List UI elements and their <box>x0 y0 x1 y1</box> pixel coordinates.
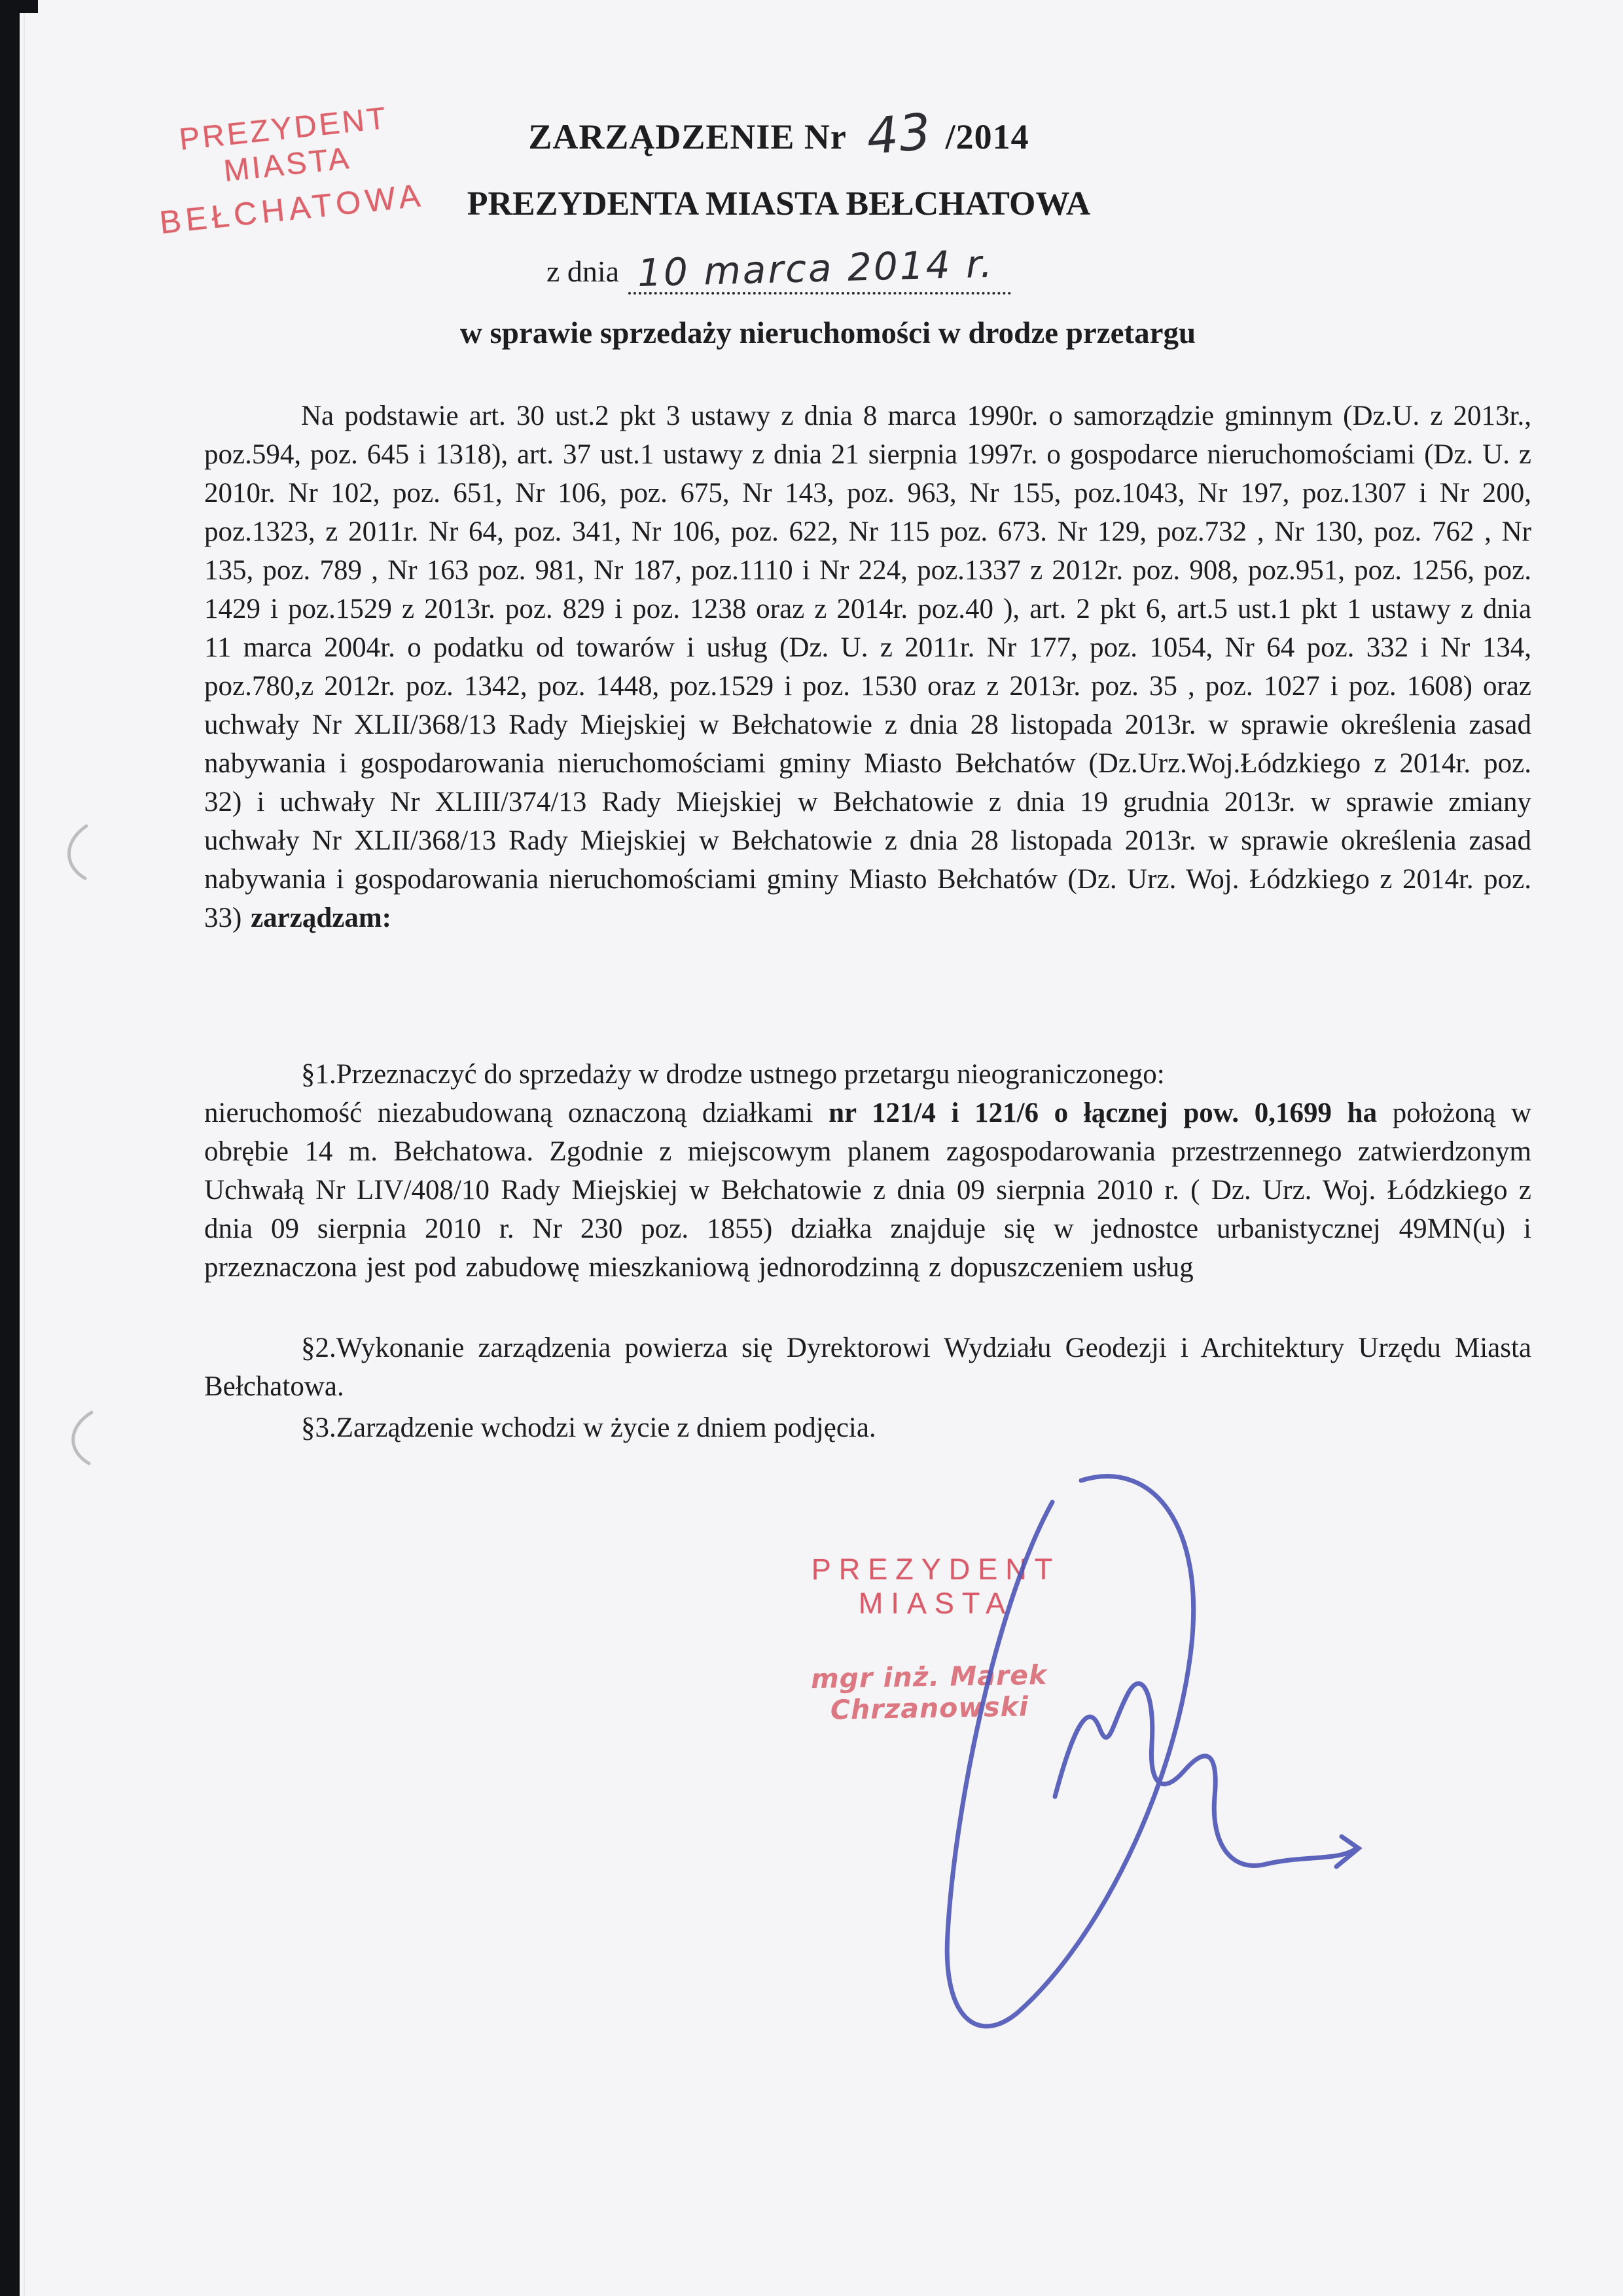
date-dotted-line <box>628 241 1011 296</box>
section-1-post: położoną w obrębie 14 m. Bełchatowa. Zgodnie z miejscowym planem zagospodarowania przestrzennego zatwierdzonym Uchwałą Nr LIV/408/10 Rady Miejskiej w Bełchatowie z dnia 09 sierpnia 2010 r. ( Dz. Urz. Woj. Łódzkiego z dnia 09 sierpnia 2010 r. Nr 230 poz. 1855) działka znajduje się w jednostce urbanistycznej 49MN(u) i przeznaczona jest pod zabudowę mieszkaniową jednorodzinną z dopuszczeniem usług <box>204 1098 1531 1283</box>
date-value-handwritten: 10 marca 2014 r. <box>637 241 995 296</box>
signature-stamp-name: mgr inż. Marek Chrzanowski <box>810 1659 1048 1726</box>
legal-basis-paragraph <box>204 397 1531 937</box>
office-stamp-line-2: BEŁCHATOWA <box>158 177 427 241</box>
section-3-paragraph: §3.Zarządzenie wchodzi w życie z dniem podjęcia. <box>301 1412 876 1443</box>
document-subject: w sprawie sprzedaży nieruchomości w drodze przetargu <box>459 316 1196 350</box>
title-suffix: /2014 <box>945 117 1029 156</box>
section-1-intro: §1.Przeznaczyć do sprzedaży w drodze ustnego przetargu nieograniczonego: <box>301 1059 1165 1090</box>
office-stamp-line-1: PREZYDENT MIASTA <box>177 99 390 188</box>
ordering-word: zarządzam: <box>251 903 391 933</box>
section-1-paragraph <box>204 1094 1531 1287</box>
paper-edge-shadow <box>24 0 25 2296</box>
pencil-marks <box>69 826 92 1463</box>
parcel-numbers-bold: nr 121/4 i 121/6 o łącznej pow. 0,1699 ha <box>829 1098 1378 1128</box>
date-label: z dnia <box>546 255 620 288</box>
scan-edge-strip <box>0 0 20 2296</box>
title-number-handwritten: 43 <box>864 101 934 166</box>
scan-corner-mark <box>0 0 38 13</box>
section-1-pre: nieruchomość niezabudowaną oznaczoną działkami <box>204 1098 829 1128</box>
pencil-mark-1 <box>69 826 86 878</box>
legal-basis-text: Na podstawie art. 30 ust.2 pkt 3 ustawy z dnia 8 marca 1990r. o samorządzie gminnym (Dz.U. z 2013r., poz.594, poz. 645 i 1318), art. 37 ust.1 ustawy z dnia 21 sierpnia 1997r. o gospodarce nieruchomościami (Dz. U. z 2010r. Nr 102, poz. 651, Nr 106, poz. 675, Nr 143, poz. 963, Nr 155, poz.1043, Nr 197, poz.1307 i Nr 200, poz.1323, z 2011r. Nr 64, poz. 341, Nr 106, poz. 622, Nr 115 poz. 673. Nr 129, poz.732 , Nr 130, poz. 762 , Nr 135, poz. 789 , Nr 163 poz. 981, Nr 187, poz.1110 i Nr 224, poz.1337 z 2012r. poz. 908, poz.951, poz. 1256, poz. 1429 i poz.1529 z 2013r. poz. 829 i poz. 1238 oraz z 2014r. poz.40 ), art. 2 pkt 6, art.5 ust.1 pkt 1 ustawy z dnia 11 marca 2004r. o podatku od towarów i usług (Dz. U. z 2011r. Nr 177, poz. 1054, Nr 64 poz. 332 i Nr 134, poz.780,z 2012r. poz. 1342, poz. 1448, poz.1529 i poz. 1530 oraz z 2013r. poz. 35 , poz. 1027 i poz. 1608) oraz uchwały Nr XLII/368/13 Rady Miejskiej w Bełchatowie z dnia 28 listopada 2013r. w sprawie określenia zasad nabywania i gospodarowania nieruchomościami gminy Miasto Bełchatów (Dz.Urz.Woj.Łódzkiego z 2014r. poz. 32) i uchwały Nr XLIII/374/13 Rady Miejskiej w Bełchatowie z dnia 19 grudnia 2013r. w sprawie zmiany uchwały Nr XLII/368/13 Rady Miejskiej w Bełchatowie z dnia 28 listopada 2013r. w sprawie określenia zasad nabywania i gospodarowania nieruchomościami gminy Miasto Bełchatów (Dz. Urz. Woj. Łódzkiego z 2014r. poz. 33) <box>204 401 1531 933</box>
document-subtitle: PREZYDENTA MIASTA BEŁCHATOWA <box>467 185 1091 223</box>
section-2-paragraph: §2.Wykonanie zarządzenia powierza się Dyrektorowi Wydziału Geodezji i Architektury Urzędu Miasta Bełchatowa. <box>204 1333 1531 1402</box>
signature-stamp-title: PREZYDENT MIASTA <box>811 1552 1061 1620</box>
title-prefix: ZARZĄDZENIE Nr <box>528 117 847 156</box>
pencil-mark-2 <box>73 1412 92 1463</box>
date-line <box>164 241 1394 296</box>
